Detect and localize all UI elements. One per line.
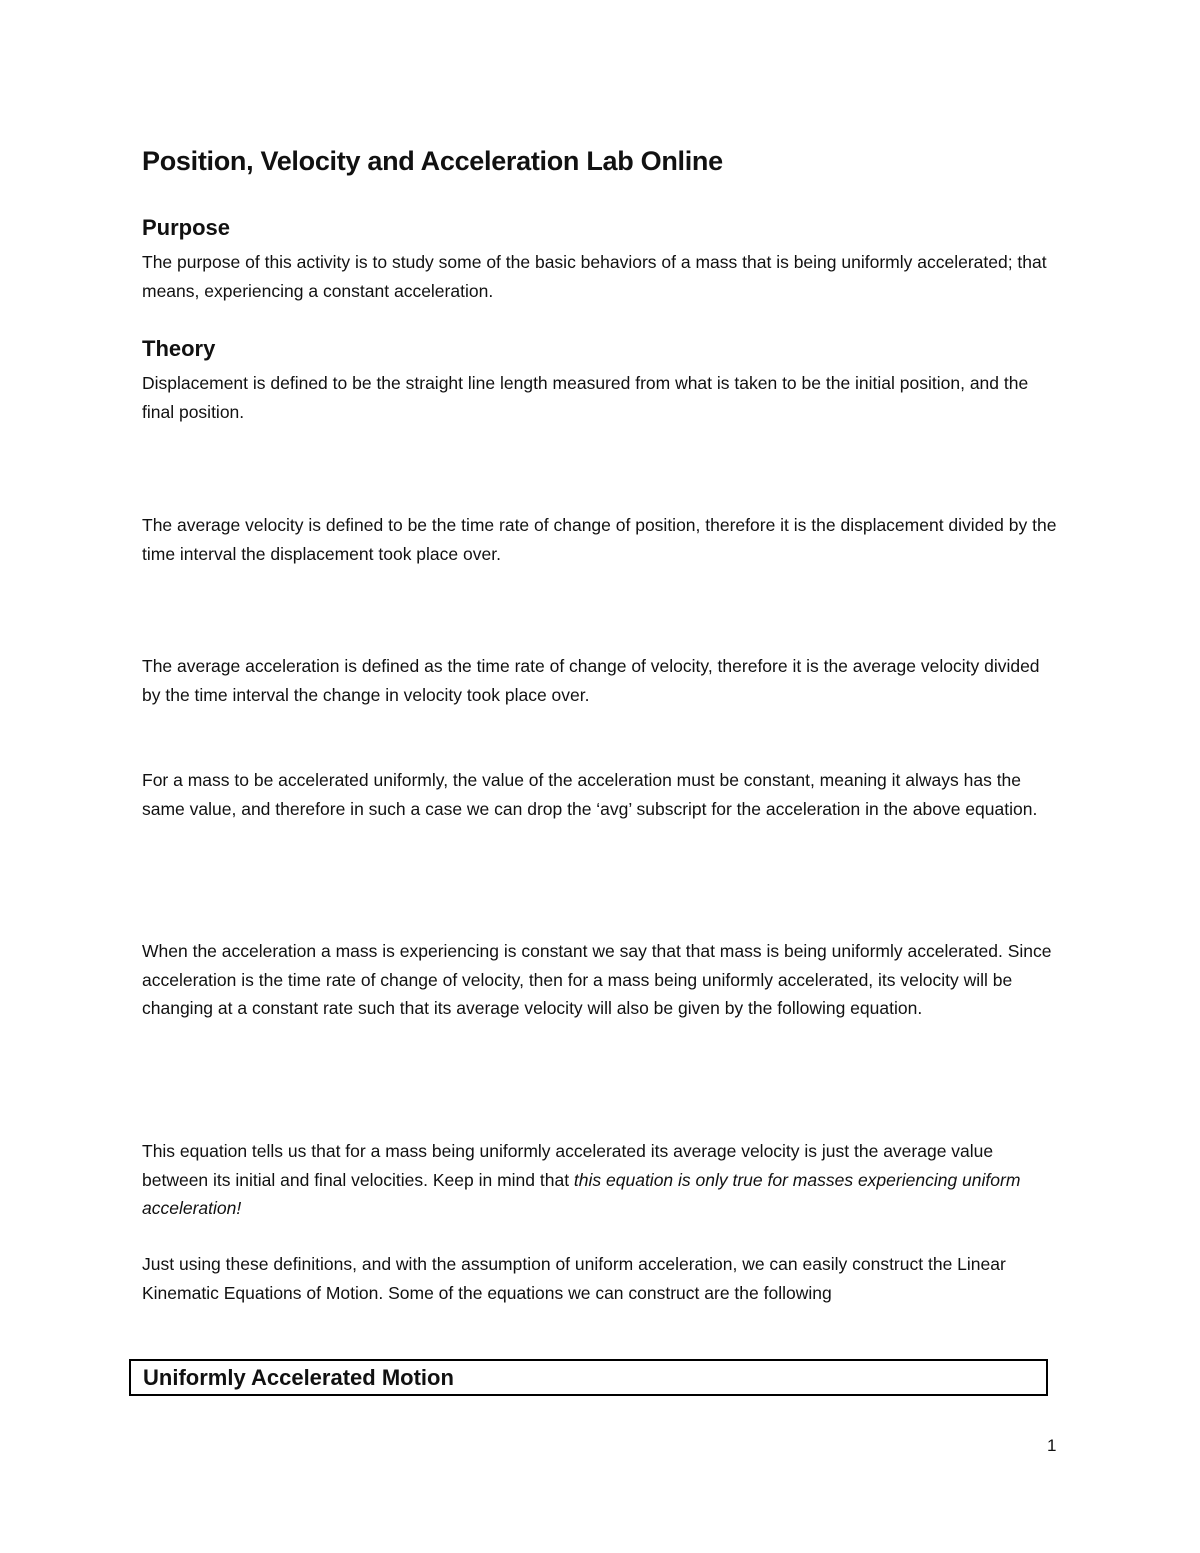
purpose-text: The purpose of this activity is to study some of the basic behaviors of a mass that is being uniformly accelerated; that means, experiencing a constant acceleration.	[142, 252, 1047, 301]
theory-paragraph-average-velocity-equation	[142, 1137, 1057, 1223]
purpose-heading: Purpose	[142, 215, 231, 240]
average-acceleration-text: The average acceleration is defined as the time rate of change of velocity, therefore it is the average velocity divided by the time interval the change in velocity took place over.	[142, 656, 1040, 705]
uniform-acceleration-text: For a mass to be accelerated uniformly, the value of the acceleration must be constant, meaning it always has the same value, and therefore in such a case we can drop the ‘avg’ subscript for the acceleration in the above equation.	[142, 770, 1038, 819]
theory-paragraph-average-acceleration	[142, 652, 1057, 709]
constant-acceleration-text: When the acceleration a mass is experiencing is constant we say that that mass is being uniformly accelerated. Since acceleration is the time rate of change of velocity, then for a mass being uniformly accelerated, its velocity will be changing at a constant rate such that its average velocity will also be given by the following equation.	[142, 941, 1052, 1018]
theory-paragraph-kinematic-equations	[142, 1250, 1057, 1307]
theory-paragraph-average-velocity	[142, 511, 1057, 568]
average-velocity-equation-text-start: This equation tells us that for a mass being uniformly accelerated its average velocity is just the average value between its initial and final velocities. Keep in mind that	[142, 1141, 994, 1190]
purpose-paragraph	[142, 248, 1057, 305]
average-velocity-text: The average velocity is defined to be the time rate of change of position, therefore it is the displacement divided by the time interval the displacement took place over.	[142, 515, 1057, 564]
uniform-acceleration-note: this equation is only true for masses experiencing uniform acceleration!	[142, 1169, 1021, 1218]
theory-heading: Theory	[142, 336, 216, 361]
page-number: 1	[1047, 1436, 1057, 1455]
document-title: Position, Velocity and Acceleration Lab Online	[142, 146, 723, 176]
kinematic-equations-text: Just using these definitions, and with the assumption of uniform acceleration, we can easily construct the Linear Kinematic Equations of Motion. Some of the equations we can construct are the following	[142, 1254, 1006, 1303]
theory-paragraph-displacement	[142, 369, 1057, 426]
displacement-text: Displacement is defined to be the straight line length measured from what is taken to be the initial position, and the final position.	[142, 373, 1029, 422]
theory-paragraph-constant-acceleration	[142, 937, 1057, 1023]
theory-paragraph-uniform-acceleration	[142, 766, 1057, 823]
uniformly-accelerated-motion-box	[129, 1359, 1048, 1396]
average-velocity-equation-text	[142, 1137, 1057, 1223]
uniformly-accelerated-motion-heading: Uniformly Accelerated Motion	[143, 1365, 454, 1390]
